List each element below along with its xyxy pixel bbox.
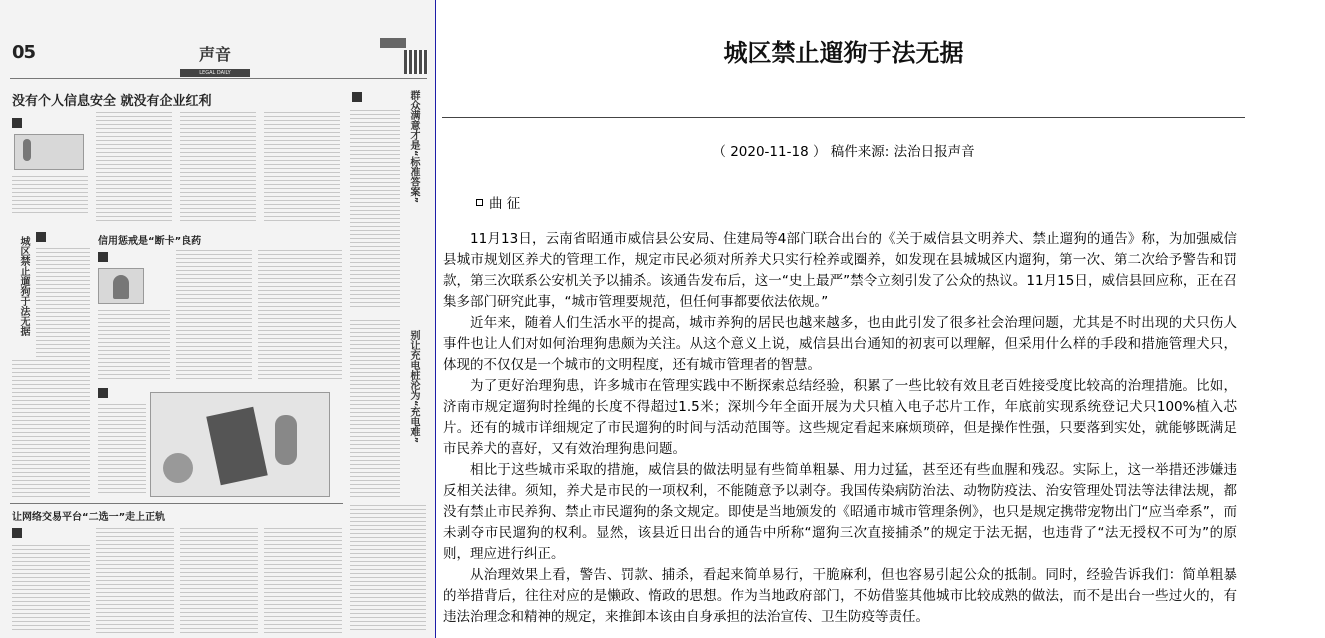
masthead-title: 声音 xyxy=(198,45,231,64)
column-tag-icon xyxy=(12,118,22,128)
column-tag-icon xyxy=(98,252,108,262)
text-column xyxy=(176,250,252,380)
text-column xyxy=(98,310,170,382)
microphone-illustration xyxy=(14,134,84,170)
column-tag-icon xyxy=(36,232,46,242)
column-tag-icon xyxy=(12,528,22,538)
text-column xyxy=(12,545,90,633)
divider xyxy=(10,78,427,79)
thumb-headline-bottom[interactable]: 让网络交易平台“二选一”走上正轨 xyxy=(12,512,166,523)
text-column xyxy=(180,528,258,633)
newspaper-logo xyxy=(380,38,406,48)
article-body xyxy=(443,229,1237,628)
article-paragraph: 近年来，随着人们生活水平的提高，城市养狗的居民也越来越多，也由此引发了很多社会治理问题，尤其是不时出现的犬只伤人事件也让人们对如何治理狗患颇为关注。从这个意义上说，威信县出台通知的初衷可以理解，但采用什么样的手段和措施管理犬只，体现的不仅仅是一个城市的文明程度，还有城市管理者的智慧。 xyxy=(443,315,1237,373)
article-paragraph: 11月13日，云南省昭通市威信县公安局、住建局等4部门联合出台的《关于威信县文明养犬、禁止遛狗的通告》称，为加强威信县城市规划区养犬的管理工作，规定市民必须对所养犬只实行栓养或圈养，如发现在县城城区内遛狗，第一次、第二次给予警告和罚款，第三次联系公安机关予以捕杀。该通告发布后，这一“史上最严”禁令立刻引发了公众的热议。11月15日，威信县回应称，正在召集多部门研究此事，“城市管理要规范，但任何事都要依法依规。” xyxy=(443,231,1237,310)
text-column xyxy=(350,320,400,500)
text-column xyxy=(180,112,256,222)
text-column xyxy=(350,505,426,630)
title-divider xyxy=(442,117,1245,118)
thumb-vertical-headline-left[interactable]: 城区禁止遛狗于法无据 xyxy=(18,236,29,336)
article-paragraph: 为了更好治理狗患，许多城市在管理实践中不断探索总结经验，积累了一些比较有效且老百姓接受度比较高的治理措施。比如，济南市规定遛狗时拴绳的长度不得超过1.5米；深圳今年全面开展为犬只植入电子芯片工作，年底前实现系统登记犬只100%植入芯片。还有的城市详细规定了市民遛狗的时间与活动范围等。这些规定看起来麻烦琐碎，但是操作性强，只要落到实处，就能够既满足市民养犬的喜好，又有效治理狗患问题。 xyxy=(443,378,1237,457)
masthead xyxy=(180,42,250,76)
text-column xyxy=(264,528,342,633)
portrait-photo xyxy=(98,268,144,304)
page-number: 05 xyxy=(12,42,36,63)
author-name: 曲 征 xyxy=(489,196,521,212)
text-column xyxy=(36,248,90,498)
text-column xyxy=(264,112,340,222)
text-column xyxy=(12,360,36,500)
article-paragraph: 从治理效果上看，警告、罚款、捕杀，看起来简单易行，干脆麻利，但也容易引起公众的抵制。同时，经验告诉我们：简单粗暴的举措背后，往往对应的是懒政、惰政的思想。作为当地政府部门，不妨借鉴其他城市比较成熟的做法，而不是出台一些过火的，有违法治理念和精神的规定，来推卸本该由自身承担的法治宣传、卫生防疫等责任。 xyxy=(443,567,1237,625)
text-column xyxy=(258,250,342,380)
column-tag-icon xyxy=(352,92,362,102)
thumb-headline-top[interactable]: 没有个人信息安全 就没有企业红利 xyxy=(12,94,212,109)
text-column xyxy=(98,404,146,496)
text-column xyxy=(12,176,88,214)
text-column xyxy=(350,110,400,310)
cartoon-illustration xyxy=(150,392,330,497)
qr-code-icon xyxy=(404,50,428,74)
thumb-vertical-headline-right-top[interactable]: 群众满意才是“标准答案” xyxy=(408,90,419,204)
column-tag-icon xyxy=(98,388,108,398)
thumb-headline-mid[interactable]: 信用惩戒是“断卡”良药 xyxy=(98,236,202,247)
newspaper-page-thumbnail[interactable] xyxy=(0,0,436,638)
article-meta: （ 2020-11-18 ） 稿件来源: 法治日报声音 xyxy=(712,144,975,160)
divider xyxy=(10,503,343,504)
masthead-subtitle: LEGAL DAILY xyxy=(180,69,250,77)
article-paragraph: 相比于这些城市采取的措施，威信县的做法明显有些简单粗暴、用力过猛，甚至还有些血腥和残忍。实际上，这一举措还涉嫌违反相关法律。须知，养犬是市民的一项权利，不能随意予以剥夺。我国传染病防治法、动物防疫法、治安管理处罚法等法律法规，都没有禁止市民养狗、禁止市民遛狗的条文规定。即使是当地颁发的《昭通市城市管理条例》，也只是规定携带宠物出门“应当牵系”，而未剥夺市民遛狗的权利。显然，该县近日出台的通告中所称“遛狗三次直接捕杀”的规定于法无据，也违背了“法无授权不可为”的原则，理应进行纠正。 xyxy=(443,462,1237,562)
article-author xyxy=(476,192,520,212)
article-title: 城区禁止遛狗于法无据 xyxy=(723,38,964,67)
thumb-vertical-headline-right-bottom[interactable]: 别让充电桩沦为“充电难” xyxy=(408,330,419,444)
text-column xyxy=(96,528,174,633)
square-bullet-icon xyxy=(476,199,483,206)
article xyxy=(442,0,1245,638)
text-column xyxy=(96,112,172,222)
